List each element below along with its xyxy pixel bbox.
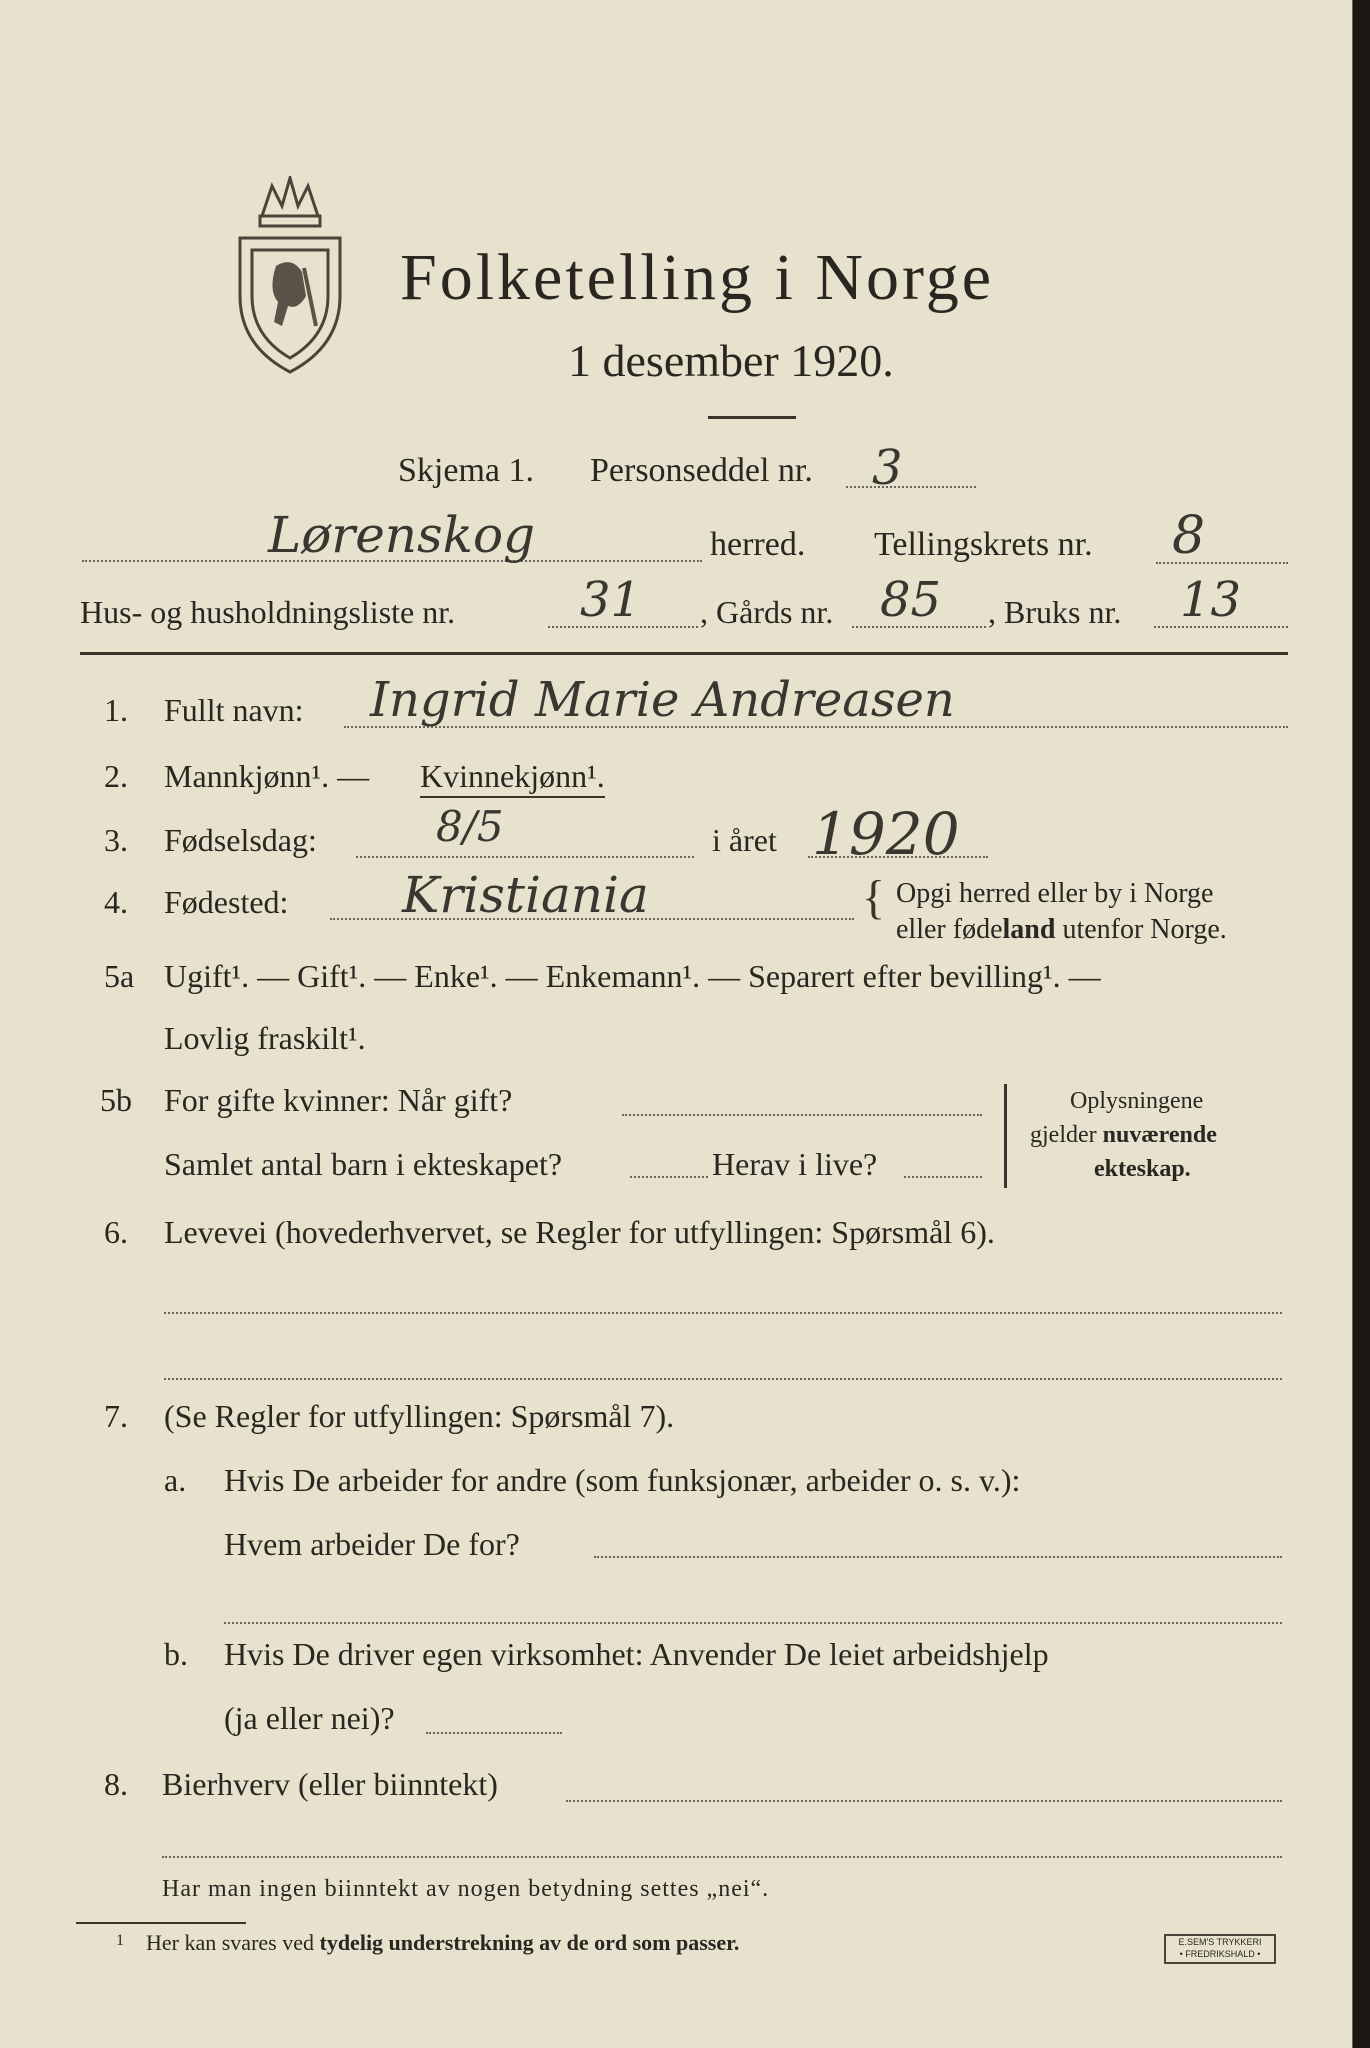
q5b-number: 5b <box>100 1082 132 1118</box>
form-title: Folketelling i Norge <box>400 241 995 314</box>
gards-label: , Gårds nr. <box>700 594 834 630</box>
occupation-label: Levevei (hovederhvervet, se Regler for utfyllingen: Spørsmål 6). <box>164 1214 995 1250</box>
q7a-letter: a. <box>164 1462 187 1498</box>
no-income-note: Har man ingen biinntekt av nogen betydning settes „nei“. <box>162 1876 770 1902</box>
male-option[interactable]: Mannkjønn¹. — <box>164 758 370 794</box>
herred-label: herred. <box>710 526 806 563</box>
footnote-text: Her kan svares ved tydelig understrekning av de ord som passer. <box>146 1930 740 1955</box>
marriage-note-line1: Oplysningene <box>1070 1088 1204 1114</box>
birthplace-note-line1: Opgi herred eller by i Norge <box>896 878 1214 909</box>
secondary-income-field-line-2 <box>162 1856 1282 1858</box>
marital-status-divorced[interactable]: Lovlig fraskilt¹. <box>164 1020 366 1056</box>
employer-field-line-2 <box>224 1622 1282 1624</box>
q7-label: (Se Regler for utfyllingen: Spørsmål 7). <box>164 1398 675 1434</box>
married-when-field-line <box>622 1114 982 1116</box>
q6-number: 6. <box>104 1214 128 1250</box>
secondary-income-label: Bierhverv (eller biinntekt) <box>162 1766 498 1802</box>
bruks-label: , Bruks nr. <box>988 594 1122 630</box>
occupation-field-line-2 <box>164 1378 1282 1380</box>
birth-year-value[interactable]: 1920 <box>812 800 960 868</box>
personseddel-field-line <box>846 486 976 488</box>
hired-help-field-line <box>426 1732 562 1734</box>
schema-label: Skjema 1. <box>398 452 534 489</box>
birth-year-label: i året <box>712 822 777 858</box>
marriage-note-line2: gjelder nuværende <box>1030 1122 1217 1148</box>
full-name-value[interactable]: Ingrid Marie Andreasen <box>370 672 955 728</box>
full-name-label: Fullt navn: <box>164 692 304 728</box>
birthday-label: Fødselsdag: <box>164 822 317 858</box>
marriage-note-line3: ekteskap. <box>1094 1156 1191 1182</box>
printer-stamp: E.SEM'S TRYKKERI • FREDRIKSHALD • <box>1164 1934 1276 1964</box>
census-date: 1 desember 1920. <box>568 335 894 386</box>
bruks-value[interactable]: 13 <box>1180 572 1242 628</box>
female-option[interactable]: Kvinnekjønn¹. <box>420 758 605 798</box>
birthday-field-line <box>356 856 694 858</box>
q5a-number: 5a <box>104 958 135 994</box>
children-total-field-line <box>630 1176 708 1178</box>
children-alive-field-line <box>904 1176 982 1178</box>
children-total-label: Samlet antal barn i ekteskapet? <box>164 1146 563 1182</box>
q7a-line1: Hvis De arbeider for andre (som funksjonær, arbeider o. s. v.): <box>224 1462 1021 1498</box>
husliste-value[interactable]: 31 <box>580 572 642 628</box>
husliste-label: Hus- og husholdningsliste nr. <box>80 594 456 630</box>
tellingskrets-label: Tellingskrets nr. <box>874 526 1093 563</box>
birthplace-note-brace: { <box>862 871 886 924</box>
footnote-divider <box>76 1922 246 1924</box>
gards-value[interactable]: 85 <box>880 572 942 628</box>
q2-number: 2. <box>104 758 128 794</box>
hired-help-label: (ja eller nei)? <box>224 1700 395 1736</box>
marital-status-options[interactable]: Ugift¹. — Gift¹. — Enke¹. — Enkemann¹. — Separert efter bevilling¹. — <box>164 958 1101 994</box>
birthplace-note-line2: eller fødeland utenfor Norge. <box>896 914 1227 945</box>
personseddel-label: Personseddel nr. <box>590 452 813 489</box>
marriage-note-bracket <box>1004 1084 1007 1188</box>
q8-number: 8. <box>104 1766 128 1802</box>
q7b-line1: Hvis De driver egen virksomhet: Anvender De leiet arbeidshjelp <box>224 1636 1049 1672</box>
q4-number: 4. <box>104 884 128 920</box>
occupation-field-line-1 <box>164 1312 1282 1314</box>
tellingskrets-value[interactable]: 8 <box>1172 506 1206 566</box>
employer-label: Hvem arbeider De for? <box>224 1526 520 1562</box>
q1-number: 1. <box>104 692 128 728</box>
employer-field-line-1 <box>594 1556 1282 1558</box>
birthday-value[interactable]: 8/5 <box>436 802 504 851</box>
title-divider <box>708 416 796 419</box>
married-when-label: For gifte kvinner: Når gift? <box>164 1082 513 1118</box>
coat-of-arms-icon <box>232 176 348 381</box>
birthplace-value[interactable]: Kristiania <box>402 866 649 924</box>
birthplace-label: Fødested: <box>164 884 289 920</box>
children-alive-label: Herav i live? <box>712 1146 878 1182</box>
footnote-mark: 1 <box>116 1932 124 1949</box>
secondary-income-field-line-1 <box>566 1800 1282 1802</box>
header-separator <box>80 652 1288 655</box>
q7b-letter: b. <box>164 1636 188 1672</box>
herred-value[interactable]: Lørenskog <box>268 506 536 564</box>
q3-number: 3. <box>104 822 128 858</box>
personseddel-value[interactable]: 3 <box>872 440 903 496</box>
q7-number: 7. <box>104 1398 128 1434</box>
